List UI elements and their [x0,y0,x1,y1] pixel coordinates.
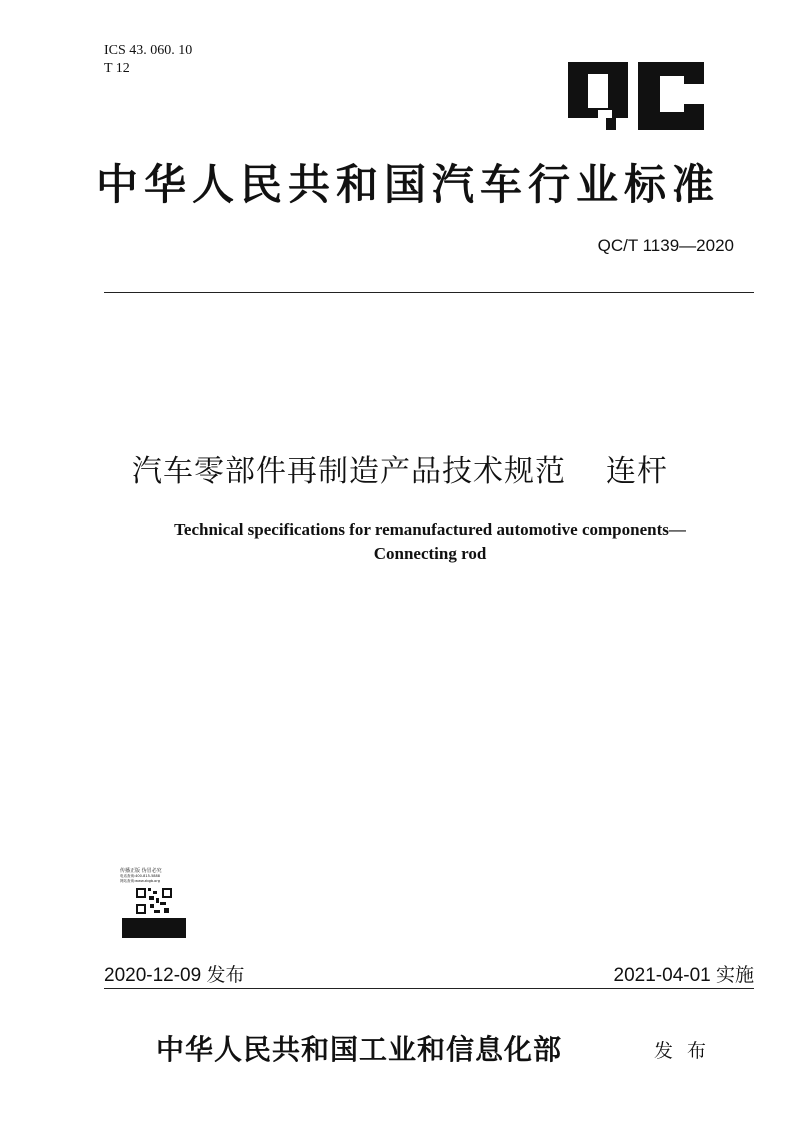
footer-divider [104,988,754,989]
english-title-line2: Connecting rod [373,544,487,563]
qc-logo [566,60,706,132]
header-divider [104,292,754,293]
chinese-title-sub: 连杆 [606,454,668,489]
qr-code-icon [120,884,186,940]
stamp-line3: 网站查询:www.zbgb.org [120,879,160,883]
english-title-line1: Technical specifications for remanufactured automotive components— [174,520,686,539]
classification-codes [104,42,192,78]
chinese-title [0,446,800,490]
implementation-date: 2021-04-01 实施 [613,965,754,986]
publish-label: 发 布 [654,1040,711,1062]
english-title [0,518,800,566]
ics-code: ICS 43. 060. 10 [104,43,193,58]
chinese-title-main: 汽车零部件再制造产品技术规范 [132,454,566,489]
stamp-line2: 电话查询:400-815-5888 [120,874,160,878]
standard-number: QC/T 1139—2020 [597,236,734,255]
standard-category-title: 中华人民共和国汽车行业标准 [96,160,721,209]
issue-date: 2020-12-09 发布 [104,965,245,986]
stamp-line1: 传播正版 伪冒必究 [120,868,162,874]
issuing-ministry: 中华人民共和国工业和信息化部 [156,1033,563,1066]
anti-counterfeit-stamp [120,868,186,942]
category-code: T 12 [104,61,130,76]
